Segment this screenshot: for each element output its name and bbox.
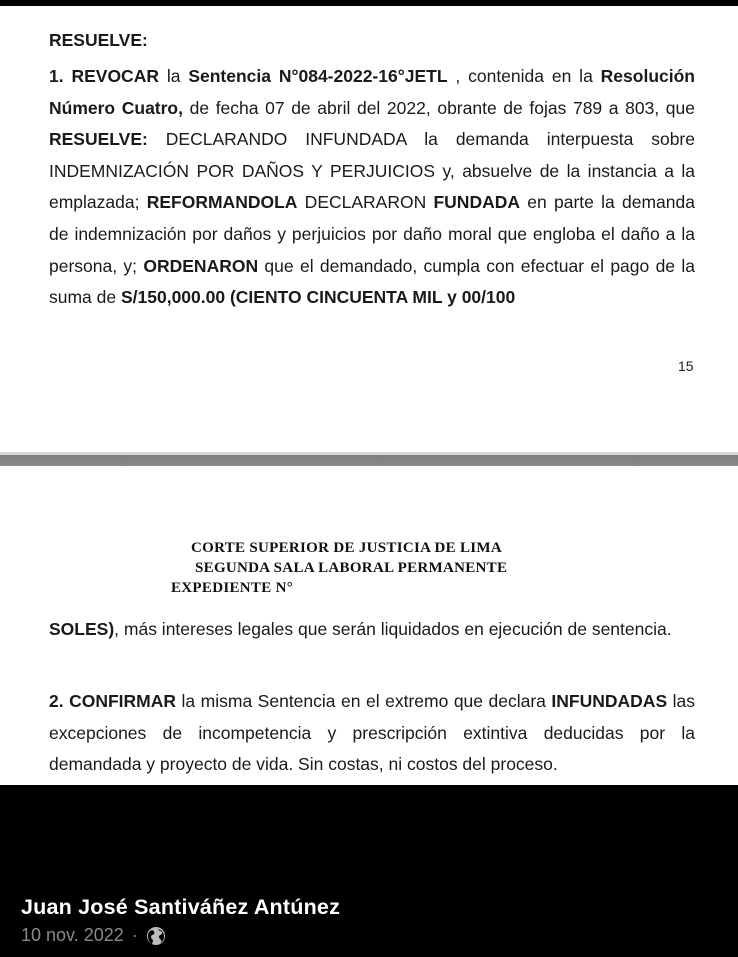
- post-date[interactable]: 10 nov. 2022: [21, 925, 124, 945]
- paragraph-soles: SOLES), más intereses legales que serán liquidados en ejecución de sentencia.: [49, 619, 672, 639]
- paragraph-revocar: 1. REVOCAR la Sentencia N°084-2022-16°JETL , contenida en la Resolución Número Cuatro, de fecha 07 de abril del 2022, obrante de fojas 789 a 803, que RESUELVE: DECLARANDO INFUNDADA la demanda interpuesta sobre INDEMNIZACIÓN POR DAÑOS Y PERJUICIOS y, absuelve de la instancia a la emplazada; REFORMANDOLA DECLARARON FUNDADA en parte la demanda de indemnización por daños y perjuicios por daño moral que engloba el daño a la persona, y; ORDENARON que el demandado, cumpla con efectuar el pago de la suma de S/150,000.00 (CIENTO CINCUENTA MIL y 00/100: [49, 66, 696, 308]
- meta-separator: ·: [131, 925, 138, 945]
- document-page-bottom: [0, 466, 738, 785]
- document-page-top: [0, 6, 738, 452]
- post-meta: [21, 925, 166, 946]
- page-number: 15: [678, 358, 694, 374]
- court-header-expediente: EXPEDIENTE N°: [171, 580, 294, 596]
- resolution-heading: RESUELVE:: [49, 30, 148, 50]
- page-divider: [0, 452, 738, 466]
- paragraph-confirmar: 2. CONFIRMAR la misma Sentencia en el extremo que declara INFUNDADAS las excepciones de incompetencia y prescripción extintiva deducidas por la demandada y proyecto de vida. Sin costas, ni costos del proceso.: [49, 691, 695, 775]
- globe-icon[interactable]: [146, 926, 166, 946]
- court-header-line2: SEGUNDA SALA LABORAL PERMANENTE: [195, 560, 508, 576]
- court-header-line1: CORTE SUPERIOR DE JUSTICIA DE LIMA: [191, 540, 502, 556]
- post-author-name[interactable]: Juan José Santiváñez Antúnez: [21, 895, 341, 919]
